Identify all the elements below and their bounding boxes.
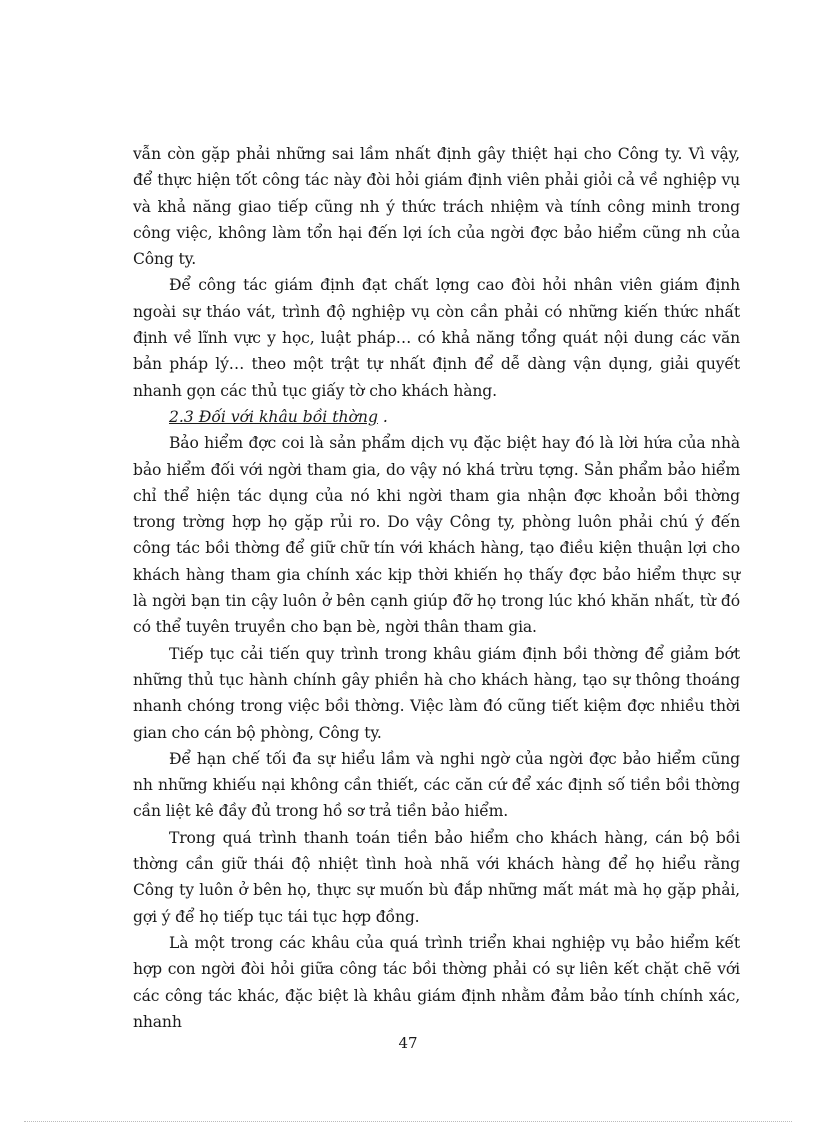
paragraph-continuation: vẫn còn gặp phải những sai lầm nhất định gây thiệt hại cho Công ty. Vì vậy, để thực hiện tốt công tác này đòi hỏi giám định viên phải giỏi cả về nghiệp vụ và khả năng giao tiếp cũng nh ý thức trách nhiệm và tính công minh trong công việc, không làm tổn hại đến lợi ích của ngời đợc bảo hiểm cũng nh của Công ty. — [133, 145, 740, 269]
section-heading-tail: . — [377, 407, 388, 426]
paragraph-insurance-product: Bảo hiểm đợc coi là sản phẩm dịch vụ đặc biệt hay đó là lời hứa của nhà bảo hiểm đối với ngời tham gia, do vậy nó khá trừu tợng. Sản phẩm bảo hiểm chỉ thể hiện tác dụng của nó khi ngời tham gia nhận đợc khoản bồi thờng trong trờng hợp họ gặp rủi ro. Do vậy Công ty, phòng luôn phải chú ý đến công tác bồi thờng để giữ chữ tín với khách hàng, tạo điều kiện thuận lợi cho khách hàng tham gia chính xác kịp thời khiến họ thấy đợc bảo hiểm thực sự là ngời bạn tin cậy luôn ở bên cạnh giúp đỡ họ trong lúc khó khăn nhất, từ đó có thể tuyên truyền cho bạn bè, ngời thân tham gia. — [133, 434, 740, 637]
page-bottom-divider — [24, 1121, 792, 1122]
paragraph-payment-attitude: Trong quá trình thanh toán tiền bảo hiểm cho khách hàng, cán bộ bồi thờng cần giữ thái độ nhiệt tình hoà nhã với khách hàng để họ hiểu rằng Công ty luôn ở bên họ, thực sự muốn bù đắp những mất mát mà họ gặp phải, gợi ý để họ tiếp tục tái tục hợp đồng. — [133, 828, 740, 926]
paragraph-limit-misunderstanding: Để hạn chế tối đa sự hiểu lầm và nghi ngờ của ngời đợc bảo hiểm cũng nh những khiếu nại không cần thiết, các căn cứ để xác định số tiền bồi thờng cần liệt kê đầy đủ trong hồ sơ trả tiền bảo hiểm. — [133, 749, 740, 821]
paragraph-coordination: Là một trong các khâu của quá trình triển khai nghiệp vụ bảo hiểm kết hợp con ngời đòi hỏi giữa công tác bồi thờng phải có sự liên kết chặt chẽ với các công tác khác, đặc biệt là khâu giám định nhằm đảm bảo tính chính xác, nhanh — [133, 933, 740, 1031]
body-text — [133, 141, 740, 1035]
paragraph-process-improvement: Tiếp tục cải tiến quy trình trong khâu giám định bồi thờng để giảm bớt những thủ tục hành chính gây phiền hà cho khách hàng, tạo sự thông thoáng nhanh chóng trong việc bồi thờng. Việc làm đó cũng tiết kiệm đợc nhiều thời gian cho cán bộ phòng, Công ty. — [133, 644, 740, 742]
section-heading — [133, 404, 740, 430]
paragraph-assessment-quality: Để công tác giám định đạt chất lợng cao đòi hỏi nhân viên giám định ngoài sự tháo vát, trình độ nghiệp vụ còn cần phải có những kiến thức nhất định về lĩnh vực y học, luật pháp… có khả năng tổng quát nội dung các văn bản pháp lý… theo một trật tự nhất định để dễ dàng vận dụng, giải quyết nhanh gọn các thủ tục giấy tờ cho khách hàng. — [133, 276, 740, 400]
page-number: 47 — [398, 1034, 418, 1052]
section-heading-title: 2.3 Đối với khâu bồi thờng — [169, 407, 378, 426]
